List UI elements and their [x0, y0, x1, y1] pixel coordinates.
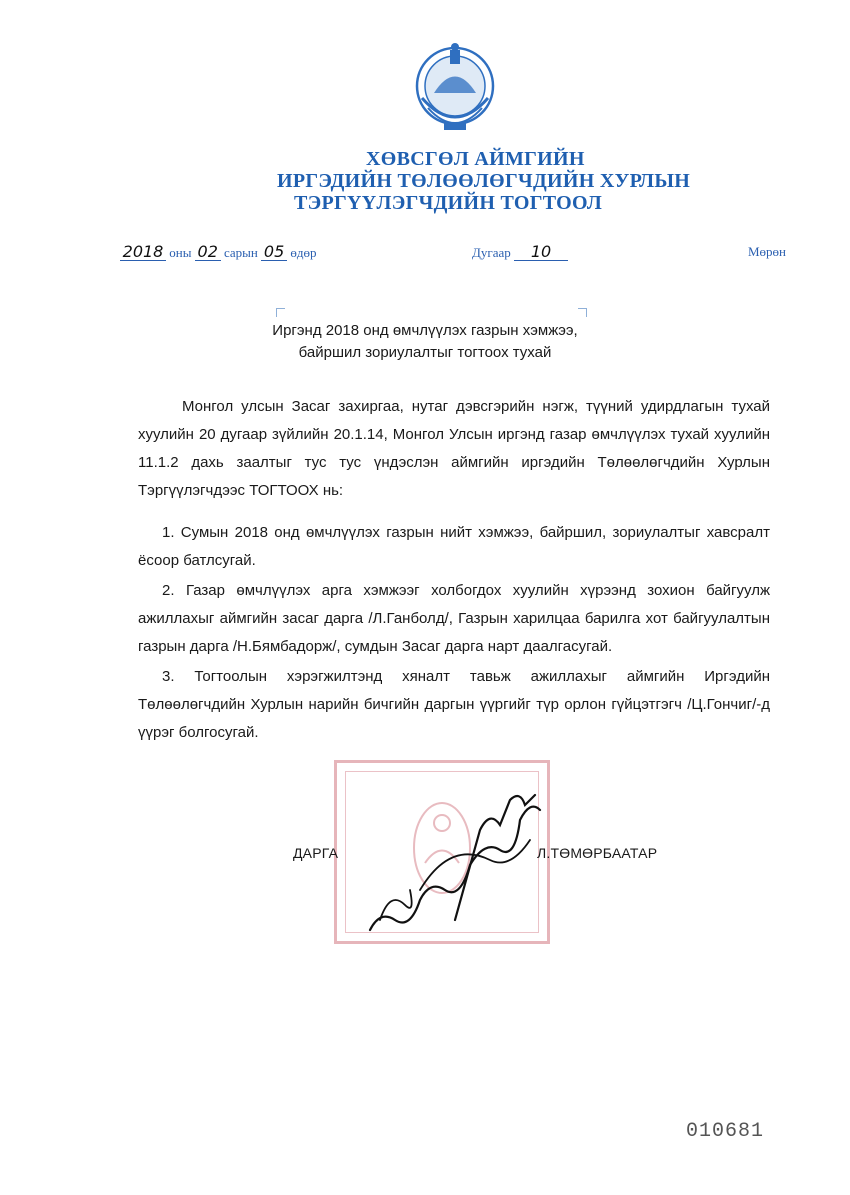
date-year: 2018: [120, 244, 166, 261]
title-line-1: Иргэнд 2018 онд өмчлүүлэх газрын хэмжээ,: [272, 322, 578, 339]
date-month: 02: [195, 244, 221, 261]
place: Мөрөн: [748, 244, 787, 259]
handwritten-signature: [360, 770, 560, 950]
resolution-item-3: 3. Тогтоолын хэрэгжилтэнд хяналт тавьж ажиллахыг аймгийн Иргэдийн Төлөөлөгчдийн Хурлын нарийн бичгийн даргын үүргийг түр орлон гүйцэтгэгч /Ц.Гончиг/-д үүрэг болгосугай.: [138, 668, 770, 741]
signer-name: Л.ТӨМӨРБААТАР: [537, 845, 658, 861]
title-corner-right: [578, 308, 587, 317]
date-day: 05: [261, 244, 287, 261]
serial-number: 010681: [686, 1120, 765, 1143]
header-line-2: ИРГЭДИЙН ТӨЛӨӨЛӨГЧДИЙН ХУРЛЫН: [277, 170, 691, 192]
date-year-suffix: оны: [169, 245, 192, 260]
document-body: [138, 393, 770, 749]
date-month-suffix: сарын: [223, 245, 258, 260]
date-day-suffix: өдөр: [290, 245, 317, 260]
state-emblem-icon: [410, 38, 500, 138]
date-line: [120, 244, 316, 261]
signer-role: ДАРГА: [293, 845, 339, 861]
document-title: [0, 320, 850, 364]
resolution-item-1: 1. Сумын 2018 онд өмчлүүлэх газрын нийт хэмжээ, байршил, зориулалтыг хавсралт ёсоор батлсугай.: [138, 524, 770, 569]
header-line-3: ТЭРГҮҮЛЭГЧДИЙН ТОГТООЛ: [294, 192, 603, 214]
title-corner-left: [276, 308, 285, 317]
number-value: 10: [514, 244, 568, 261]
header-line-1: ХӨВСГӨЛ АЙМГИЙН: [366, 148, 585, 170]
title-line-2: байршил зориулалтыг тогтоох тухай: [298, 344, 552, 361]
resolution-item-2: 2. Газар өмчлүүлэх арга хэмжээг холбогдох хуулийн хүрээнд зохион байгуулж ажиллахыг аймгийн засаг дарга /Л.Ганболд/, Газрын харилцаа барилга хот байгуулалтын газрын дарга /Н.Бямбадорж/, сумдын Засаг дарга нарт даалгасугай.: [138, 582, 770, 655]
number-label: Дугаар: [472, 245, 511, 260]
preamble: Монгол улсын Засаг захиргаа, нутаг дэвсгэрийн нэгж, түүний удирдлагын тухай хуулийн 20 дугаар зүйлийн 20.1.14, Монгол Улсын иргэнд газар өмчлүүлэх тухай хуулийн 11.1.2 дахь заалтыг тус тус үндэслэн аймгийн иргэдийн Төлөөлөгчдийн Хурлын Тэргүүлэгчдээс ТОГТООХ нь:: [138, 398, 770, 499]
document-number: [472, 244, 568, 261]
